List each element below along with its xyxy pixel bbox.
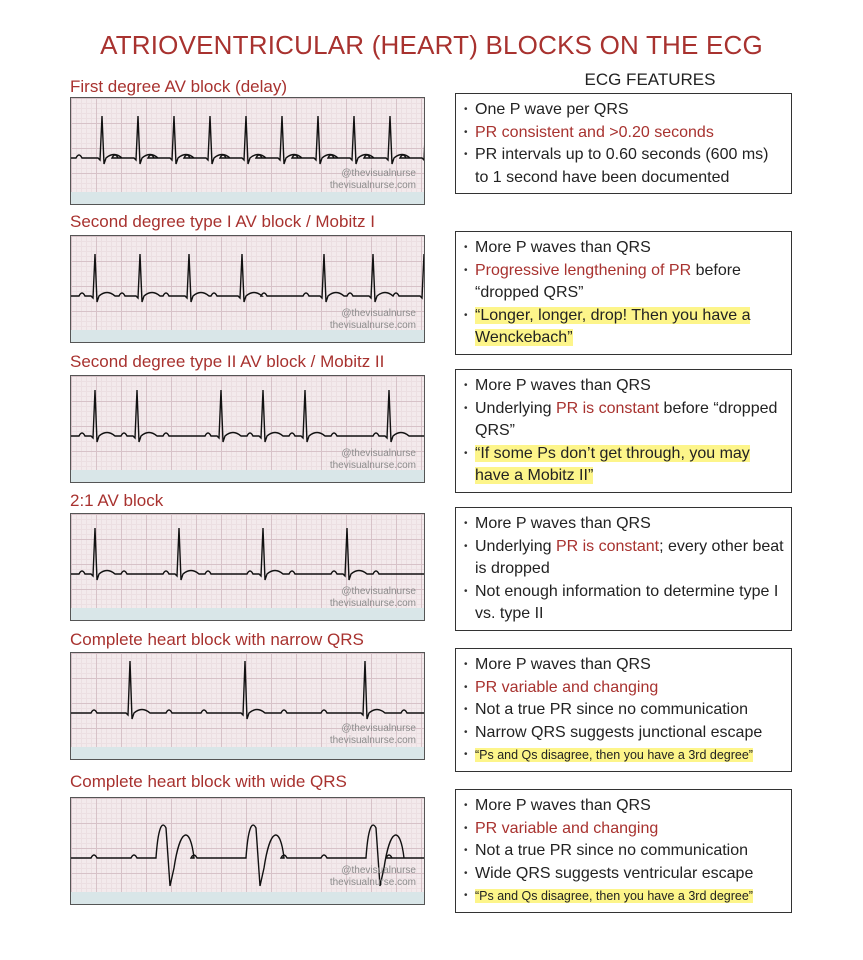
feature-text: PR variable and changing — [475, 819, 659, 837]
bullet-icon: • — [464, 149, 468, 161]
block-label-mobitz-i: Second degree type I AV block / Mobitz I — [70, 212, 375, 231]
ecg-strip-complete-narrow — [70, 652, 425, 760]
watermark: @thevisualnurse thevisualnurse.com — [329, 308, 416, 331]
watermark: @thevisualnurse thevisualnurse.com — [329, 865, 416, 888]
watermark: @thevisualnurse thevisualnurse.com — [329, 723, 416, 746]
watermark: @thevisualnurse thevisualnurse.com — [329, 448, 416, 471]
bullet-icon: • — [464, 659, 468, 670]
feature-item — [464, 654, 785, 677]
feature-item — [464, 722, 785, 745]
block-label-complete-narrow: Complete heart block with narrow QRS — [70, 630, 364, 649]
watermark: @thevisualnurse thevisualnurse.com — [329, 168, 416, 191]
feature-text: More P waves than QRS — [475, 239, 651, 256]
bullet-icon: • — [464, 264, 468, 276]
feature-text: Not a true PR since no communication — [475, 842, 749, 860]
bullet-icon: • — [464, 749, 468, 761]
bullet-icon: • — [464, 540, 468, 552]
feature-text: “Ps and Qs disagree, then you have a 3rd degree” — [475, 889, 753, 904]
feature-text: Underlying — [475, 399, 556, 417]
ecg-strip-2-1 — [70, 513, 425, 621]
feature-text: before “dropped QRS” — [475, 261, 741, 302]
features-box-2-1 — [455, 507, 792, 631]
watermark: @thevisualnurse thevisualnurse.com — [329, 586, 416, 609]
feature-text: “Longer, longer, drop! Then you have a Wenckebach” — [475, 306, 751, 347]
feature-item — [464, 818, 785, 841]
ecg-strip-complete-wide — [70, 797, 425, 905]
feature-text: More P waves than QRS — [475, 656, 651, 673]
feature-text: Underlying — [475, 537, 556, 555]
bullet-icon: • — [464, 242, 468, 253]
features-box-first-degree — [455, 93, 792, 194]
feature-text: PR intervals up to 0.60 seconds (600 ms) to 1 second have been documented — [475, 146, 769, 186]
bullet-icon: • — [464, 890, 468, 902]
feature-text: “If some Ps don’t get through, you may have a Mobitz II” — [475, 444, 750, 485]
feature-item — [464, 581, 785, 626]
feature-text: More P waves than QRS — [475, 377, 651, 394]
feature-item — [464, 237, 785, 260]
bullet-icon: • — [464, 800, 468, 811]
feature-text: PR is constant — [555, 399, 660, 417]
bullet-icon: • — [464, 447, 468, 459]
block-label-mobitz-ii: Second degree type II AV block / Mobitz II — [70, 352, 385, 371]
bullet-icon: • — [464, 822, 468, 834]
feature-text: More P waves than QRS — [475, 797, 651, 814]
feature-text: PR is constant — [555, 537, 660, 555]
feature-item — [464, 536, 785, 581]
feature-item — [464, 744, 785, 767]
bullet-icon: • — [464, 585, 468, 597]
feature-item — [464, 699, 785, 722]
feature-text: ; every other beat is dropped — [475, 537, 784, 578]
bullet-icon: • — [464, 104, 468, 115]
feature-text: PR variable and changing — [475, 678, 659, 696]
ecg-strip-mobitz-ii — [70, 375, 425, 483]
features-box-mobitz-i — [455, 231, 792, 355]
feature-item — [464, 840, 785, 863]
bullet-icon: • — [464, 402, 468, 414]
feature-text: “Ps and Qs disagree, then you have a 3rd degree” — [475, 748, 753, 763]
ecg-features-header: ECG FEATURES — [584, 70, 716, 89]
page-title: ATRIOVENTRICULAR (HEART) BLOCKS ON THE ECG — [100, 30, 763, 60]
feature-text: before “dropped QRS” — [475, 399, 778, 440]
bullet-icon: • — [464, 681, 468, 693]
feature-item — [464, 260, 785, 305]
bullet-icon: • — [464, 726, 468, 738]
feature-item — [464, 795, 785, 818]
block-label-first-degree: First degree AV block (delay) — [70, 77, 287, 96]
feature-text: Wide QRS suggests ventricular escape — [475, 864, 754, 882]
features-box-complete-wide — [455, 789, 792, 913]
bullet-icon: • — [464, 380, 468, 391]
feature-item — [464, 677, 785, 700]
feature-item — [464, 375, 785, 398]
bullet-icon: • — [464, 845, 468, 857]
feature-text: Not enough information to determine type I vs. type II — [475, 582, 779, 623]
feature-text: PR consistent and >0.20 seconds — [475, 123, 714, 141]
bullet-icon: • — [464, 309, 468, 321]
bullet-icon: • — [464, 126, 468, 138]
features-box-mobitz-ii — [455, 369, 792, 493]
feature-item — [464, 885, 785, 908]
feature-item — [464, 144, 785, 189]
feature-text: Progressive lengthening of PR — [475, 261, 692, 279]
feature-item — [464, 398, 785, 443]
ecg-strip-mobitz-i — [70, 235, 425, 343]
ecg-strip-first-degree — [70, 97, 425, 205]
feature-text: One P wave per QRS — [475, 101, 629, 118]
feature-text: More P waves than QRS — [475, 515, 651, 532]
feature-text: Not a true PR since no communication — [475, 701, 749, 719]
feature-item — [464, 513, 785, 536]
block-label-2-1: 2:1 AV block — [70, 491, 164, 510]
feature-item — [464, 99, 785, 122]
bullet-icon: • — [464, 518, 468, 529]
feature-item — [464, 122, 785, 145]
block-label-complete-wide: Complete heart block with wide QRS — [70, 772, 347, 791]
feature-item — [464, 443, 785, 488]
feature-text: Narrow QRS suggests junctional escape — [475, 723, 763, 741]
bullet-icon: • — [464, 867, 468, 879]
feature-item — [464, 305, 785, 350]
bullet-icon: • — [464, 704, 468, 716]
feature-item — [464, 863, 785, 886]
features-box-complete-narrow — [455, 648, 792, 772]
